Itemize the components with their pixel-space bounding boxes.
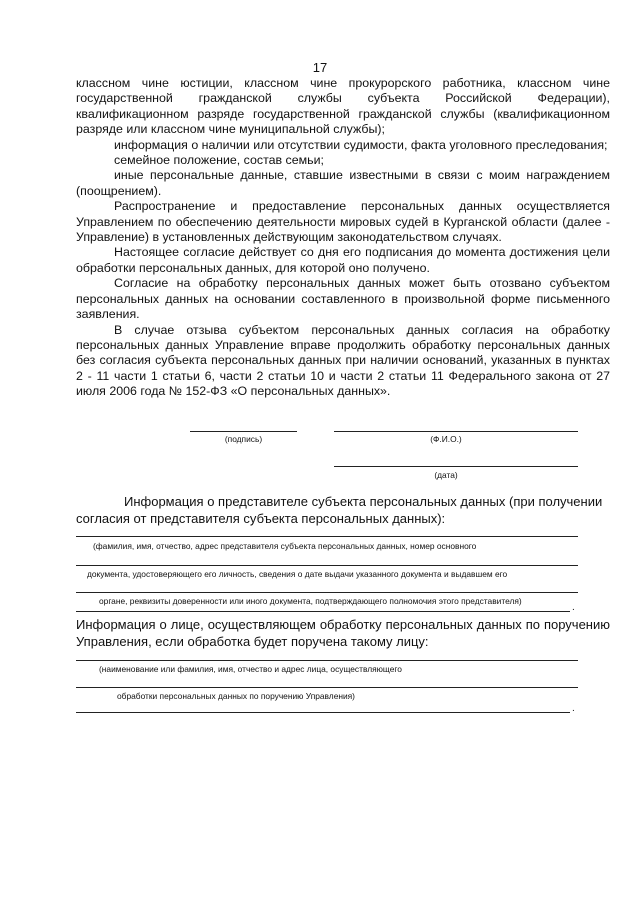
paragraph-other-data: иные персональные данные, ставшие известными в связи с моим награждением (поощрением).: [76, 168, 610, 198]
representative-caption-1: (фамилия, имя, отчество, адрес представителя субъекта персональных данных, номер основного: [93, 541, 477, 551]
paragraph-continued-processing: В случае отзыва субъектом персональных данных согласия на обработку персональных данных Управление вправе продолжить обработку персональных данных без согласия субъекта персональных данных при наличии оснований, указанных в пунктах 2 - 11 части 1 статьи 6, части 2 статьи 10 и части 2 статьи 11 Федерального закона от 27 июля 2006 года № 152-ФЗ «О персональных данных».: [76, 322, 610, 399]
signature-caption: (подпись): [224, 434, 263, 444]
paragraph-validity: Настоящее согласие действует со дня его подписания до момента достижения цели обработки персональных данных, для которой оно получено.: [76, 245, 610, 275]
paragraph-distribution: Распространение и предоставление персональных данных осуществляется Управлением по обеспечению деятельности мировых судей в Курганской области (далее - Управление) в установленных действующим законодательством случаях.: [76, 199, 610, 245]
representative-heading-text: Информация о представителе субъекта персональных данных (при получении согласия от представителя субъекта персональных данных):: [76, 494, 603, 526]
processor-line-3[interactable]: [76, 712, 570, 713]
representative-caption-2: документа, удостоверяющего его личность, сведения о дате выдачи указанного документа и выдавшем его: [87, 569, 508, 579]
representative-line-4[interactable]: [76, 611, 570, 612]
full-name-caption: (Ф.И.О.): [430, 434, 462, 444]
processor-line-end-dot: .: [572, 703, 575, 714]
representative-line-1[interactable]: [76, 536, 578, 537]
date-caption: (дата): [434, 470, 458, 480]
processor-heading: [76, 616, 610, 650]
date-line[interactable]: [334, 466, 578, 467]
representative-line-2[interactable]: [76, 565, 578, 566]
page-number: 17: [312, 60, 328, 75]
processor-line-1[interactable]: [76, 660, 578, 661]
representative-line-3[interactable]: [76, 592, 578, 593]
processor-line-2[interactable]: [76, 687, 578, 688]
processor-caption-2: обработки персональных данных по поручению Управления): [117, 691, 355, 701]
paragraph-family-status: семейное положение, состав семьи;: [114, 153, 324, 168]
paragraph-withdrawal: Согласие на обработку персональных данных может быть отозвано субъектом персональных данных на основании составленного в произвольной форме письменного заявления.: [76, 276, 610, 322]
signature-line[interactable]: [190, 431, 297, 432]
representative-caption-3: органе, реквизиты доверенности или иного документа, подтверждающего полномочия этого представителя): [99, 596, 522, 606]
paragraph-rank-continuation: классном чине юстиции, классном чине прокурорского работника, классном чине государственной гражданской службы субъекта Российской Федерации), квалификационном разряде государственной гражданской службы (квалификационном разряде или классном чине муниципальной службы);: [76, 76, 610, 137]
paragraph-criminal-record: информация о наличии или отсутствии судимости, факта уголовного преследования;: [114, 137, 608, 152]
processor-caption-1: (наименование или фамилия, имя, отчество и адрес лица, осуществляющего: [99, 664, 402, 674]
full-name-line[interactable]: [334, 431, 578, 432]
consent-body-text: [76, 76, 610, 400]
representative-heading: [76, 493, 610, 527]
processor-heading-text: Информация о лице, осуществляющем обработку персональных данных по поручению Управления, если обработка будет поручена такому лицу:: [76, 617, 610, 649]
representative-line-end-dot: .: [572, 602, 575, 613]
